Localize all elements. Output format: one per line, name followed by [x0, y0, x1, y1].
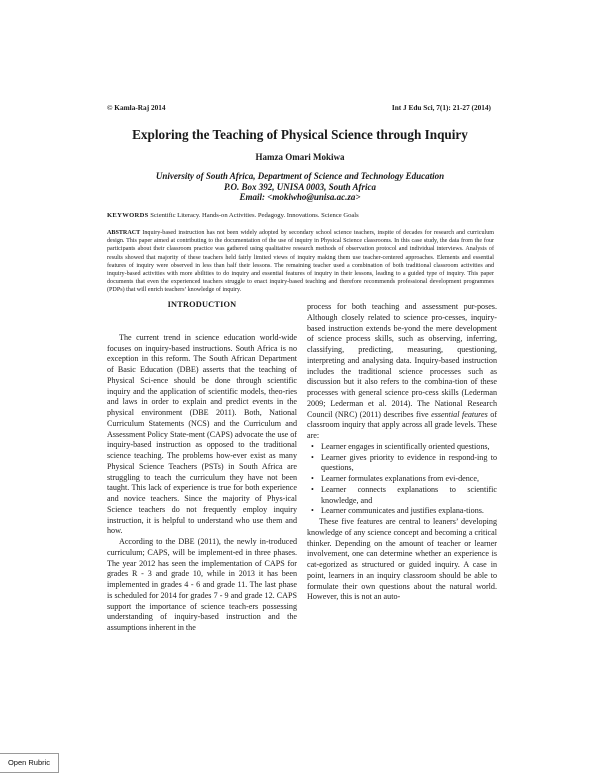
bullet-icon: • — [311, 484, 314, 494]
body-left-column — [107, 300, 297, 634]
keywords — [107, 212, 359, 219]
bullet-icon: • — [311, 474, 314, 483]
journal-citation: Int J Edu Sci, 7(1): 21-27 (2014) — [391, 103, 491, 112]
author-affiliation — [0, 171, 600, 203]
list-item: • Learner connects explanations to scientific knowledge, and — [311, 484, 497, 505]
affiliation-email: Email: <mokiwho@unisa.ac.za> — [239, 192, 361, 202]
open-rubric-button[interactable]: Open Rubric — [0, 753, 59, 773]
list-item: • Learner gives priority to evidence in respond-ing to questions, — [311, 452, 497, 473]
affiliation-department: University of South Africa, Department of Science and Technology Education — [155, 171, 445, 181]
body-paragraph: The current trend in science education world-wide focuses on inquiry-based instructions. South Africa is no exception in this reform. The South African Department of Basic Education (DBE) asserts that the teaching of Physical Sci-ence should be done through scientific inquiry and the application of scientific models, theo-ries and laws in order to explain and predict events in the physical environment (DBE 2011). Both, National Curriculum Statements (NCS) and the Curriculum and Assessment Policy State-ment (CAPS) advocate the use of inquiry-based instruction as opposed to the traditional science teaching. The problems how-ever exist as many Physical Science Teachers (PSTs) in South Africa are struggling to teach the curriculum they have not been taught. This lack of experience is true for both experience and novice teachers. Since the majority of Phys-ical Science teachers do not frequently employ inquiry instruction, it is helpful to understand who use them and how. — [107, 332, 297, 536]
keywords-text: Scientific Literacy. Hands-on Activities. Pedagogy. Innovations. Science Goals — [150, 212, 359, 219]
list-item: • Learner communicates and justifies explana-tions. — [311, 506, 484, 516]
bullet-icon: • — [311, 441, 314, 451]
list-item: • Learner engages in scientifically oriented questions, — [311, 441, 490, 451]
essential-features-list — [307, 442, 497, 517]
bullet-icon: • — [311, 506, 314, 516]
abstract — [107, 229, 494, 295]
body-right-column — [307, 302, 497, 603]
journal-copyright: © Kamla-Raj 2014 — [107, 103, 166, 112]
section-heading: INTRODUCTION — [167, 300, 237, 309]
author-name: Hamza Omari Mokiwa — [255, 152, 345, 162]
abstract-label: ABSTRACT — [107, 230, 141, 236]
body-paragraph: According to the DBE (2011), the newly in-troduced curriculum; CAPS, will be implement-ed in three phases. The year 2012 has seen the implementation of CAPS for grades R - 3 and grade 10, while in 2013 it has been implemented in grades 4 - 6 and grade 11. The last phase is scheduled for 2014 for grades 7 - 9 and grade 12. CAPS support the importance of science teach-ers possessing understanding of inquiry-based instruction and the assumptions inherent in the — [107, 537, 297, 632]
abstract-text: Inquiry-based instruction has not been widely adopted by secondary school science teachers, inspite of decades for research and curriculum design. This paper aimed at contributing to the documentation of the use of inquiry in Physical Science classrooms. In this case study, the data from the four participants about their classroom practice was gathered using qualitative research methods of observation protocol and individual interviews. Analysis of results showed that majority of these teachers held fairly limited views of inquiry making them use teacher-centered approaches. Elements and essential features of inquiry were observed in less than half their lessons. The remaining teacher used a combination of both traditional classroom activities and inquiry-based activities with more abilities to do inquiry and essential features of inquiry in their lessons, leading to a guided type of inquiry. This paper documents that even the experienced teachers struggle to enact inquiry-based teaching and therefore recommends professional development programmes (PDPs) that will enrich teachers’ knowledge of inquiry. — [107, 230, 494, 294]
body-paragraph: These five features are central to leaners’ developing knowledge of any science concept and becoming a critical thinker. Depending on the amount of teacher or learner involvement, one can determine whether an experience is cat-egorized as structured or guided inquiry. A case in point, learners in an inquiry classroom should be able to formulate their own questions about the natural world. However, this is not an auto- — [307, 517, 497, 602]
body-paragraph: process for both teaching and assessment pur-poses. Although closely related to science pro-cesses, inquiry-based instruction extends be-yond the mere development of science process skills, such as observing, inferring, classifying, predicting, measuring, questioning, interpreting and analysing data. Inquiry-based instruction includes the traditional science processes such as discussion but it also refers to the combina-tion of these processes with general science pro-cess skills (Lederman 2009; Lederman et al. 2014). The National Research Council (NRC) (2011) describes five essential features of classroom inquiry that apply across all grade levels. These are: — [307, 302, 498, 440]
paper-title: Exploring the Teaching of Physical Science through Inquiry — [132, 127, 468, 142]
affiliation-address: P.O. Box 392, UNISA 0003, South Africa — [223, 181, 377, 192]
bullet-icon: • — [311, 452, 314, 462]
keywords-label: KEYWORDS — [107, 212, 149, 219]
emphasis-text: essential features — [431, 409, 488, 419]
list-item: • Learner formulates explanations from evi-dence, — [311, 474, 479, 483]
